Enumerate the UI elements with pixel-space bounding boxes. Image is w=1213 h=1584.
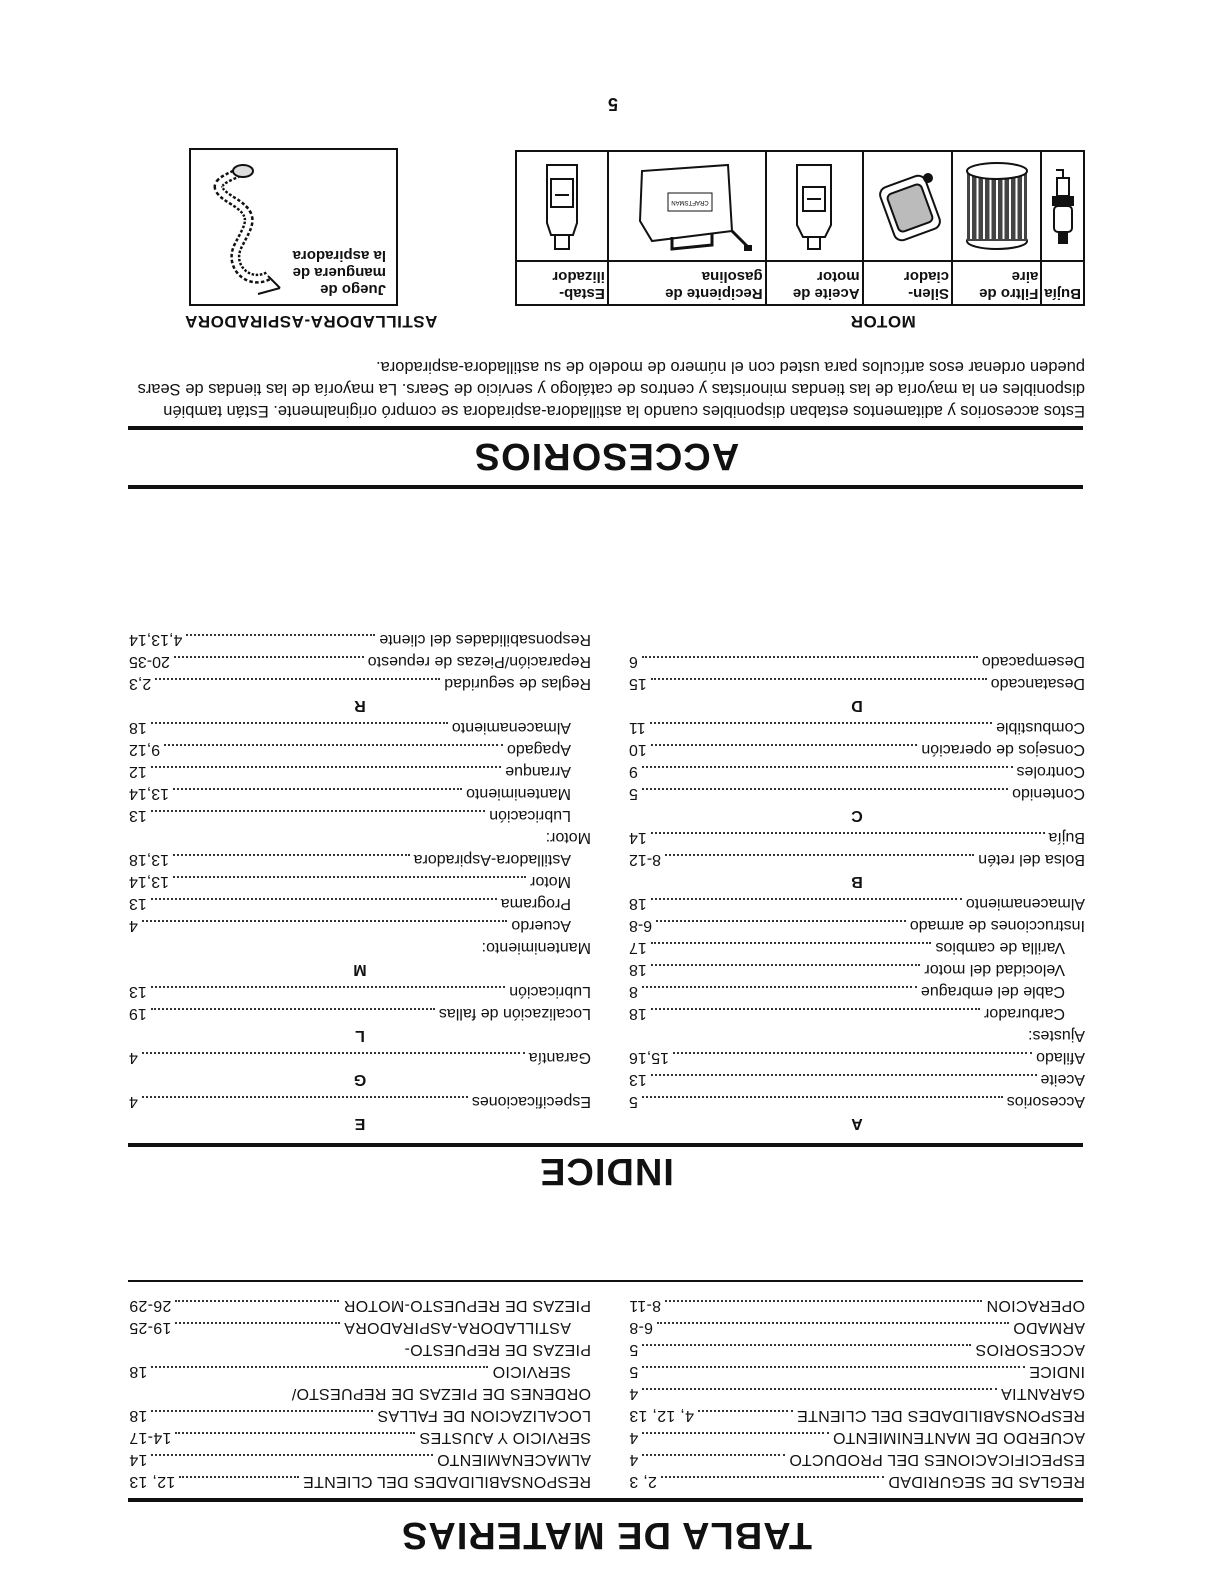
entry-label: PIEZAS DE REPUESTO- — [404, 1341, 591, 1358]
entry-label: Aceite — [1040, 1071, 1085, 1088]
entry-label: Desatancado — [990, 675, 1085, 692]
entry-label: SERVICIO Y AJUSTES — [419, 1429, 591, 1446]
entry-page: 18 — [129, 1407, 148, 1424]
leader-dots — [173, 854, 410, 856]
toc-entry — [629, 1426, 1085, 1448]
leader-dots — [174, 656, 364, 658]
hose-kit-icon — [196, 153, 288, 296]
entry-page: 4,13,14 — [129, 631, 183, 648]
oil-bottle-icon — [769, 154, 860, 258]
index-entry — [129, 782, 591, 804]
index-entry — [629, 738, 1085, 760]
entry-page: 13 — [129, 983, 147, 1000]
entry-page: 4 — [129, 1049, 138, 1066]
indice-right-column — [129, 628, 591, 1134]
toc-entry — [129, 1404, 591, 1426]
entry-label: ALMACENAMIENTO — [436, 1451, 591, 1468]
leader-dots — [651, 678, 987, 680]
index-entry — [129, 760, 591, 782]
leader-dots — [179, 1476, 299, 1478]
index-entry — [629, 936, 1085, 958]
entry-page: 20-35 — [129, 653, 170, 670]
entry-page: 4 — [129, 917, 138, 934]
leader-dots — [657, 1322, 1009, 1324]
entry-page: 6-8 — [629, 1319, 654, 1336]
entry-label: RESPONSABILIDADES DEL CLIENTE — [302, 1473, 591, 1490]
entry-page: 12 — [129, 763, 147, 780]
entry-page: 13 — [129, 807, 147, 824]
index-letter-heading: E — [354, 1115, 366, 1132]
entry-label: ACUERDO DE MANTENIMIENTO — [832, 1429, 1085, 1446]
accesorios-paragraph: Estos accesorios y aditamentos estaban disponibles cuando la astilladora-aspiradora se compró originalmente. Están también disponibles en la mayoría de las tiendas minoristas y centros de catálogo y servicio de Sears. La mayoría de las tiendas de Sears pueden ordenar esos artículos para usted con el número de modelo de su astilladora-aspiradora. — [137, 358, 1085, 420]
index-entry — [129, 738, 591, 760]
leader-dots — [651, 964, 921, 966]
accessory-image-cell — [516, 151, 608, 261]
leader-dots — [651, 942, 932, 944]
entry-label: Almacenamiento — [451, 719, 571, 736]
stabilizer-bottle-icon — [519, 154, 605, 258]
entry-label: Bujía — [1048, 829, 1085, 846]
leader-dots — [151, 898, 497, 900]
leader-dots — [661, 1476, 884, 1478]
index-letter-heading: G — [353, 1071, 367, 1088]
accessory-image-cell — [608, 151, 766, 261]
leader-dots — [175, 1300, 339, 1302]
leader-dots — [642, 656, 978, 658]
entry-label: Cable del embrague — [920, 983, 1065, 1000]
index-entry — [129, 650, 591, 672]
entry-label: Reglas de seguridad — [444, 675, 591, 692]
index-entry — [629, 1090, 1085, 1112]
leader-dots — [642, 1096, 1003, 1098]
leader-dots — [656, 920, 906, 922]
index-letter-heading: L — [355, 1027, 365, 1044]
index-entry — [129, 716, 591, 738]
entry-label: ACCESORIOS — [975, 1341, 1085, 1358]
svg-text:CRAFTSMAN: CRAFTSMAN — [671, 199, 709, 205]
entry-page: 13 — [629, 1071, 647, 1088]
entry-label: Acuerdo — [511, 917, 571, 934]
entry-label: Apagado — [506, 741, 571, 758]
entry-label: Mantenimiento: — [481, 939, 591, 956]
entry-page: 8-11 — [629, 1297, 662, 1314]
index-letter-heading: A — [851, 1115, 863, 1132]
accesorios-rule — [128, 426, 1083, 430]
spark-plug-icon — [1044, 154, 1081, 258]
entry-label: Arranque — [505, 763, 571, 780]
leader-dots — [642, 1344, 971, 1346]
index-entry — [629, 980, 1085, 1002]
entry-page: 13,18 — [129, 851, 170, 868]
toc-bottom-rule — [128, 1280, 1083, 1282]
toc-entry — [629, 1294, 1085, 1316]
entry-label: Accesorios — [1006, 1093, 1085, 1110]
entry-page: 13,14 — [129, 873, 170, 890]
entry-label: Contenido — [1012, 785, 1085, 802]
entry-label: LOCALIZACION DE FALLAS — [377, 1407, 591, 1424]
accessory-image-cell — [766, 151, 863, 261]
leader-dots — [650, 722, 992, 724]
index-entry — [629, 848, 1085, 870]
entry-page: 10 — [629, 741, 647, 758]
accessory-image-cell — [863, 151, 952, 261]
leader-dots — [642, 1432, 829, 1434]
index-entry — [129, 1090, 591, 1112]
leader-dots — [651, 1074, 1037, 1076]
entry-page: 4 — [629, 1385, 639, 1402]
entry-label: Desempacado — [981, 653, 1085, 670]
index-entry — [129, 1002, 591, 1024]
entry-page: 5 — [629, 1093, 638, 1110]
entry-page: 14-17 — [129, 1429, 172, 1446]
accessory-label: Silen- ciador — [863, 261, 952, 305]
entry-page: 14 — [629, 829, 647, 846]
leader-dots — [151, 810, 485, 812]
indice-rule — [128, 1143, 1083, 1147]
index-entry — [629, 1002, 1085, 1024]
toc-entry — [629, 1382, 1085, 1404]
toc-entry — [629, 1316, 1085, 1338]
index-entry — [629, 914, 1085, 936]
entry-label: Mantenimiento — [466, 785, 571, 802]
index-entry — [129, 1046, 591, 1068]
accessory-label: Bujía — [1041, 261, 1084, 305]
leader-dots — [642, 1366, 1025, 1368]
toc-entry — [129, 1426, 591, 1448]
toc-entry — [129, 1316, 591, 1338]
motor-section-title: MOTOR — [850, 312, 916, 331]
leader-dots — [151, 1454, 432, 1456]
index-entry — [629, 958, 1085, 980]
leader-dots — [151, 1410, 373, 1412]
index-letter-heading: D — [851, 697, 863, 714]
index-entry — [129, 804, 591, 826]
leader-dots — [164, 744, 503, 746]
entry-page: 18 — [629, 1005, 647, 1022]
entry-page: 26-29 — [129, 1297, 172, 1314]
air-filter-icon — [955, 154, 1038, 258]
entry-page: 2,3 — [129, 675, 152, 692]
astilladora-section-title: ASTILLADORA-ASPIRADORA — [184, 312, 438, 331]
toc-entry — [129, 1338, 591, 1360]
toc-entry — [129, 1382, 591, 1404]
entry-label: ESPECIFICACIONES DEL PRODUCTO — [789, 1451, 1085, 1468]
leader-dots — [142, 1096, 468, 1098]
entry-label: Responsabilidades del cliente — [379, 631, 591, 648]
index-entry — [129, 936, 591, 958]
index-entry — [129, 892, 591, 914]
leader-dots — [665, 854, 974, 856]
entry-page: 8 — [629, 983, 638, 1000]
leader-dots — [151, 1366, 488, 1368]
accessory-label: Aceite de motor — [766, 261, 863, 305]
entry-label: ASTILLADORA-ASPIRADORA — [343, 1319, 571, 1336]
toc-entry — [629, 1470, 1085, 1492]
toc-entry — [129, 1360, 591, 1382]
entry-label: Localización de fallas — [438, 1005, 591, 1022]
entry-page: 8-12 — [629, 851, 662, 868]
index-entry — [629, 1024, 1085, 1046]
accessory-label: Estab- ilizador — [516, 261, 608, 305]
entry-label: OPERACION — [986, 1297, 1085, 1314]
entry-label: ARMADO — [1012, 1319, 1085, 1336]
entry-page: 15,16 — [629, 1049, 670, 1066]
toc-entry — [629, 1360, 1085, 1382]
index-entry — [629, 1046, 1085, 1068]
entry-page: 4 — [129, 1093, 138, 1110]
entry-page: 5 — [629, 1341, 639, 1358]
leader-dots — [651, 744, 918, 746]
indice-left-column — [629, 650, 1085, 1134]
entry-page: 19 — [129, 1005, 147, 1022]
entry-label: Bolsa del retén — [978, 851, 1085, 868]
entry-label: Lubricación — [509, 983, 591, 1000]
index-entry — [629, 892, 1085, 914]
motor-accessories-table — [515, 150, 1085, 306]
entry-page: 14 — [129, 1451, 148, 1468]
index-entry — [129, 848, 591, 870]
entry-label: Combustible — [996, 719, 1085, 736]
entry-page: 12, 13 — [129, 1473, 176, 1490]
index-entry — [129, 980, 591, 1002]
entry-page: 2, 3 — [629, 1473, 657, 1490]
index-entry — [629, 826, 1085, 848]
entry-page: 13,14 — [129, 785, 170, 802]
entry-label: SERVICIO — [492, 1363, 571, 1380]
index-entry — [629, 1068, 1085, 1090]
entry-page: 5 — [629, 1363, 639, 1380]
entry-page: 5 — [629, 785, 638, 802]
index-letter-heading: C — [851, 807, 863, 824]
entry-page: 4 — [629, 1429, 639, 1446]
leader-dots — [155, 678, 440, 680]
index-entry — [129, 628, 591, 650]
entry-label: Lubricación — [489, 807, 571, 824]
toc-right-column — [129, 1294, 591, 1492]
toc-title: TABLA DE MATERIAS — [400, 1514, 813, 1556]
entry-page: 11 — [629, 719, 646, 736]
index-entry — [129, 672, 591, 694]
leader-dots — [173, 788, 462, 790]
entry-label: Varilla de cambios — [935, 939, 1065, 956]
index-letter-heading: B — [851, 873, 863, 890]
entry-page: 15 — [629, 675, 647, 692]
entry-page: 6 — [629, 653, 638, 670]
hose-kit-box — [189, 148, 398, 306]
entry-label: Almacenamiento — [965, 895, 1085, 912]
index-entry — [629, 716, 1085, 738]
leader-dots — [173, 876, 526, 878]
leader-dots — [651, 1008, 980, 1010]
entry-label: Velocidad del motor — [924, 961, 1065, 978]
index-entry — [629, 782, 1085, 804]
page-number: 5 — [608, 94, 619, 114]
entry-page: 18 — [629, 895, 647, 912]
accessory-image-cell — [952, 151, 1041, 261]
gas-can-icon — [611, 154, 763, 258]
entry-label: Motor: — [545, 829, 591, 846]
toc-rule — [128, 1498, 1083, 1502]
entry-page: 6-8 — [629, 917, 653, 934]
index-entry — [129, 914, 591, 936]
entry-label: Ajustes: — [1028, 1027, 1085, 1044]
entry-label: RESPONSABILIDADES DEL CLIENTE — [796, 1407, 1085, 1424]
entry-page: 18 — [129, 719, 147, 736]
leader-dots — [642, 1454, 785, 1456]
leader-dots — [151, 766, 501, 768]
index-entry — [629, 650, 1085, 672]
toc-entry — [129, 1448, 591, 1470]
accessory-image-cell — [1041, 151, 1084, 261]
entry-page: 13 — [129, 895, 147, 912]
entry-label: INDICE — [1028, 1363, 1085, 1380]
leader-dots — [642, 766, 1013, 768]
entry-page: 17 — [629, 939, 647, 956]
leader-dots — [151, 722, 448, 724]
leader-dots — [175, 1322, 339, 1324]
entry-label: Garantía — [528, 1049, 591, 1066]
entry-page: 9,12 — [129, 741, 161, 758]
entry-label: Especificaciones — [471, 1093, 591, 1110]
leader-dots — [698, 1410, 793, 1412]
leader-dots — [665, 1300, 982, 1302]
leader-dots — [151, 1008, 435, 1010]
entry-label: Controles — [1016, 763, 1085, 780]
index-entry — [629, 672, 1085, 694]
entry-label: Consejos de operación — [921, 741, 1085, 758]
toc-entry — [629, 1448, 1085, 1470]
accesorios-top-rule — [128, 485, 1083, 489]
muffler-icon — [866, 154, 949, 258]
leader-dots — [651, 898, 962, 900]
leader-dots — [186, 634, 375, 636]
entry-page: 19-25 — [129, 1319, 172, 1336]
leader-dots — [175, 1432, 415, 1434]
entry-label: Afilado — [1036, 1049, 1085, 1066]
entry-label: Instrucciones de armado — [909, 917, 1085, 934]
index-entry — [129, 826, 591, 848]
entry-page: 4 — [629, 1451, 639, 1468]
accessory-label: Filtro de aire — [952, 261, 1041, 305]
accessory-label: Recipiente de gasolina — [608, 261, 766, 305]
leader-dots — [151, 986, 505, 988]
leader-dots — [673, 1052, 1032, 1054]
entry-label: Motor — [530, 873, 571, 890]
leader-dots — [642, 986, 917, 988]
entry-label: Programa — [500, 895, 571, 912]
leader-dots — [142, 1052, 525, 1054]
entry-label: PIEZAS DE REPUESTO-MOTOR — [343, 1297, 591, 1314]
accesorios-title: ACCESORIOS — [473, 435, 740, 477]
toc-entry — [129, 1470, 591, 1492]
leader-dots — [642, 1388, 997, 1390]
index-entry — [129, 870, 591, 892]
entry-label: Carburador — [984, 1005, 1065, 1022]
hose-kit-label: Juego de manguera de la aspiradora — [292, 247, 386, 298]
entry-page: 18 — [129, 1363, 148, 1380]
entry-label: Astilladora-Aspiradora — [413, 851, 571, 868]
entry-label: GARANTIA — [1000, 1385, 1085, 1402]
index-letter-heading: R — [354, 697, 366, 714]
entry-label: Reparación/Piezas de repuesto — [367, 653, 591, 670]
leader-dots — [142, 920, 508, 922]
entry-page: 9 — [629, 763, 638, 780]
toc-entry — [629, 1404, 1085, 1426]
indice-title: INDICE — [539, 1150, 674, 1192]
leader-dots — [651, 832, 1045, 834]
entry-label: REGLAS DE SEGURIDAD — [888, 1473, 1085, 1490]
index-letter-heading: M — [353, 961, 367, 978]
entry-page: 4, 12, 13 — [629, 1407, 694, 1424]
leader-dots — [642, 788, 1008, 790]
entry-page: 18 — [629, 961, 647, 978]
toc-left-column — [629, 1294, 1085, 1492]
entry-label: ORDENES DE PIEZAS DE REPUESTO/ — [291, 1385, 591, 1402]
toc-entry — [629, 1338, 1085, 1360]
toc-entry — [129, 1294, 591, 1316]
index-entry — [629, 760, 1085, 782]
